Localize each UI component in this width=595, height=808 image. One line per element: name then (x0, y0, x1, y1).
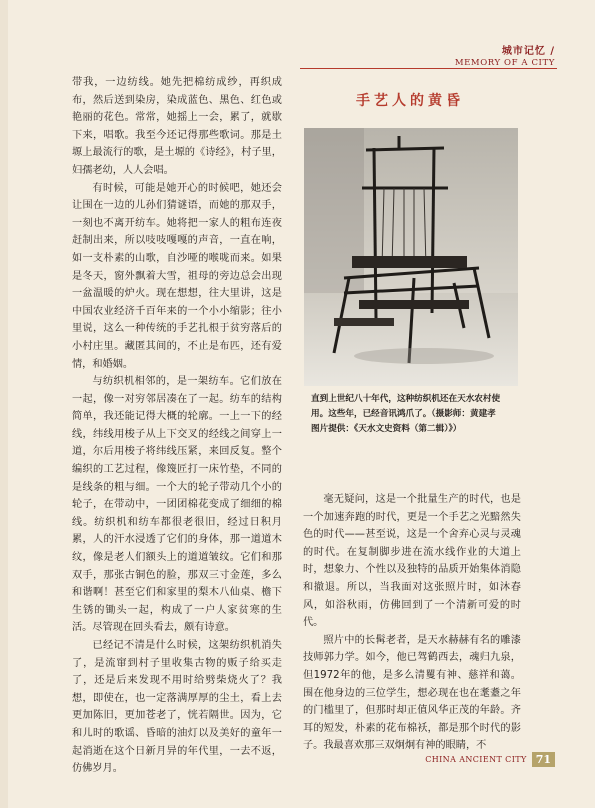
paragraph: 照片中的长髯老者，是天水赫赫有名的雕漆技师郭力学。如今，他已驾鹤西去，魂归九泉，但1972年的他，是多么清矍有神、慈祥和蔼。围在他身边的三位学生，想必现在也在耄耋之年的门槛里了，但那时却正值风华正茂的年龄。齐耳的短发，朴素的花布棉袄，都是那个时代的影子。我最喜欢那三双炯炯有神的眼睛，不 (303, 634, 521, 752)
section-header (455, 42, 555, 68)
section-title-zh: 城市记忆 / (501, 46, 555, 57)
article-title: 手艺人的黄昏 (356, 93, 464, 109)
section-title-en: MEMORY OF A CITY (454, 58, 555, 68)
paragraph: 带我，一边纺线。她先把棉纺成纱，再织成布，然后送到染房，染成蓝色、黑色、红色或艳丽的花色。常常，她摇上一会，累了，就歇下来，唱歌。我至今还记得那些歌词。那是土塬上最流行的歌，是土塬的《诗经》，村子里，妇孺老幼，人人会唱。 (72, 77, 282, 176)
loom-photo (304, 128, 518, 386)
left-text-column (72, 74, 282, 778)
paragraph: 毫无疑问，这是一个批量生产的时代，也是一个加速奔跑的时代，更是一个手艺之光黯然失色的时代——甚至说，这是一个舍弃心灵与灵魂的时代。在复制脚步进在流水线作业的大道上时，想象力、个性以及独特的品质开始集体消隐和撤退。所以，当我面对这张照片时，如沐春风，如浴秋雨，仿佛回到了一个清新可爱的时代。 (303, 494, 521, 629)
paragraph: 与纺织机相邻的，是一架纺车。它们放在一起，像一对穷邻居凑在了一起。纺车的结构简单，我还能记得大概的轮廓。一上一下的经线，纬线用梭子从上下交叉的经线之间穿上一道，尔后用梭子将纬线压紧，来回反复。整个编织的工艺过程，像篾匠打一床竹垫，不同的是线条的粗与细。一个大的轮子带动几个小的轮子，在带动中，一团团棉花变成了细细的棉线。纺织机和纺车都很老很旧，经过日积月累，人的汗水浸透了它们的身体，那一道道木纹，像是老人们额头上的道道皱纹。它们和那双手，那张古铜色的脸，那双三寸金莲，多么和谐啊！甚至它们和家里的梨木八仙桌、檐下生锈的锄头一起，构成了一户人家贫寒的生活。尽管现在回头看去，颇有诗意。 (72, 376, 282, 634)
magazine-name: CHINA ANCIENT CITY (425, 755, 527, 764)
page-footer (425, 752, 555, 767)
page-edge (0, 0, 8, 808)
right-text-column (303, 491, 521, 755)
paragraph: 有时候，可能是她开心的时候吧，她还会让围在一边的儿孙们猜谜语，而她的那双手，一刻也不离开纺车。她将把一家人的粗布连夜赶制出来，所以吱吱嘎嘎的声音，一直在响，如一支朴素的山歌，自沙哑的喉咙而来。如果是冬天，窗外飘着大雪，祖母的旁边总会出现一盆温暖的炉火。现在想想，往大里讲，这是中国农业经济千百年来的一个小小缩影；往小里说，这么一种传统的手艺扎根于贫穷落后的小村庄里。藏匿其间的，不止是布匹，还有爱情，和婚姻。 (72, 182, 282, 370)
photo-caption: 直到上世纪八十年代，这种纺织机还在天水农村使用。这些年，已经音讯鸿爪了。（摄影师：黄建孝 图片提供：《天水文史资料（第二辑）》） (311, 394, 505, 434)
header-divider (300, 68, 557, 69)
page-number: 71 (532, 752, 555, 767)
loom-photo-image (304, 128, 518, 386)
paragraph: 已经记不清是什么时候，这架纺织机消失了，是流窜到村子里收集古物的贩子给买走了，还是后来发现不用时给劈柴烧火了？我想，即使在，也一定落满厚厚的尘土，看上去更加陈旧，更加苍老了，恍若隔世。因为，它和儿时的歌谣、昏暗的油灯以及美好的童年一起消逝在这个日新月异的年代里，一去不返，仿佛岁月。 (72, 640, 282, 775)
